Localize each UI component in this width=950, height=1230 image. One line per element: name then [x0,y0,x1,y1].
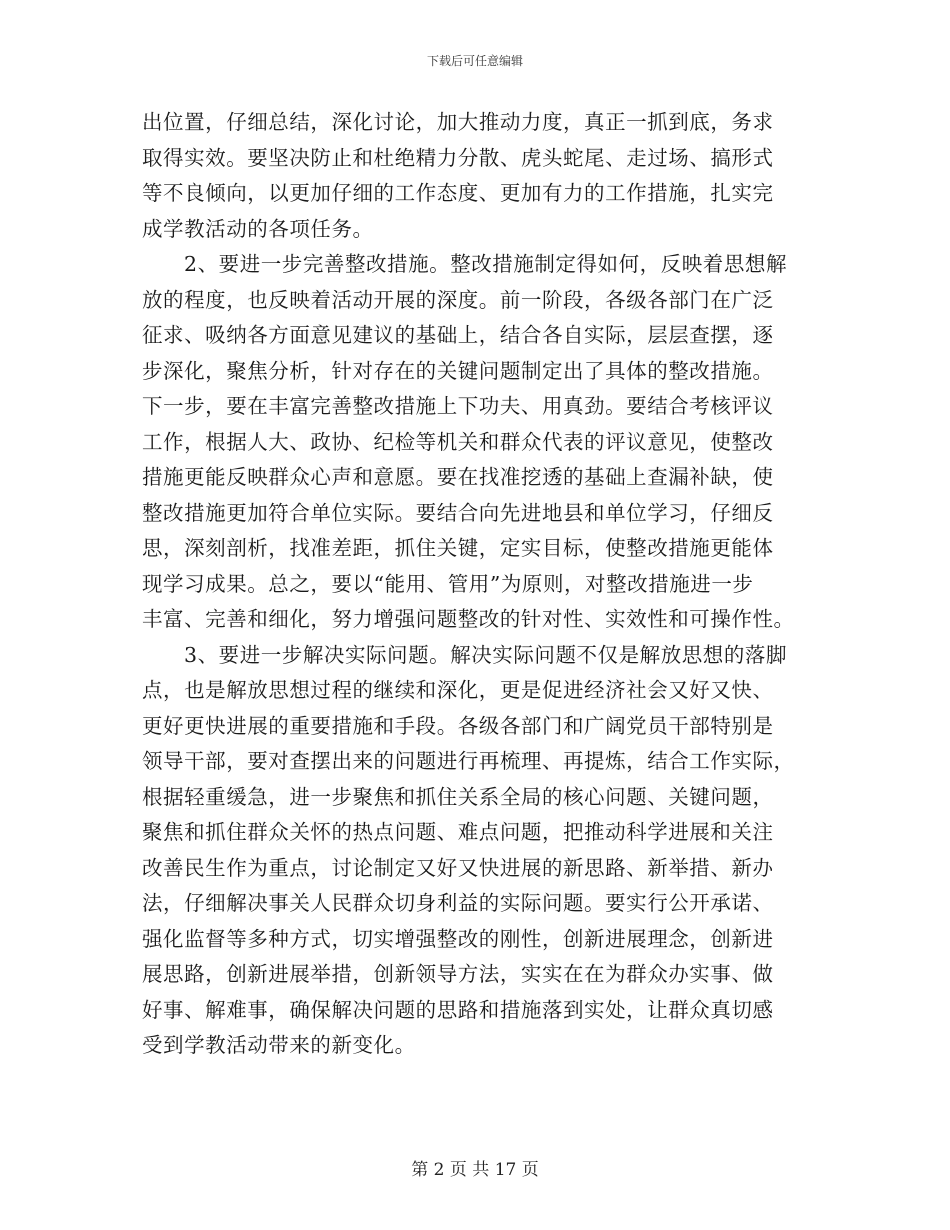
text-line: 下一步，要在丰富完善整改措施上下功夫、用真劲。要结合考核评议 [142,394,774,418]
text-line: 征求、吸纳各方面意见建议的基础上，结合各自实际，层层查摆，逐 [142,323,774,347]
text-line: 思，深刻剖析，找准差距，抓住关键，定实目标，使整改措施更能体 [142,536,774,560]
text-line: 聚焦和抓住群众关怀的热点问题、难点问题，把推动科学进展和关注 [142,820,774,844]
text-line: 成学教活动的各项任务。 [142,216,374,241]
text-line: 等不良倾向，以更加仔细的工作态度、更加有力的工作措施，扎实完 [142,181,774,205]
text-line: 工作，根据人大、政协、纪检等机关和群众代表的评议意见，使整改 [142,429,774,454]
text-line: 步深化，聚焦分析，针对存在的关键问题制定出了具体的整改措施。 [142,358,774,383]
paragraph-start-line: 2、要进一步完善整改措施。整改措施制定得如何，反映着思想解 [184,252,787,276]
text-line: 法，仔细解决事关人民群众切身利益的实际问题。要实行公开承诺、 [142,891,774,915]
header-note: 下载后可任意编辑 [426,54,523,68]
text-line: 措施更能反映群众心声和意愿。要在找准挖透的基础上查漏补缺，使 [142,465,774,489]
document-body [142,105,814,1064]
text-line: 放的程度，也反映着活动开展的深度。前一阶段，各级各部门在广泛 [142,287,774,312]
text-line: 更好更快进展的重要措施和手段。各级各部门和广阔党员干部特别是 [142,713,774,738]
paragraph-start-line: 3、要进一步解决实际问题。解决实际问题不仅是解放思想的落脚 [184,642,787,667]
page-number: 第 2 页 共 17 页 [411,1160,539,1180]
text-line: 出位置，仔细总结，深化讨论，加大推动力度，真正一抓到底，务求 [142,110,774,134]
text-line: 丰富、完善和细化，努力增强问题整改的针对性、实效性和可操作性。 [142,607,795,631]
text-line: 根据轻重缓急，进一步聚焦和抓住关系全局的核心问题、关键问题， [142,784,774,809]
text-line: 展思路，创新进展举措，创新领导方法，实实在在为群众办实事、做 [142,962,774,986]
text-line: 领导干部，要对查摆出来的问题进行再梳理、再提炼，结合工作实际， [142,749,795,773]
text-line: 点，也是解放思想过程的继续和深化，更是促进经济社会又好又快、 [142,678,774,702]
text-line: 整改措施更加符合单位实际。要结合向先进地县和单位学习，仔细反 [142,500,774,525]
text-line: 好事、解难事，确保解决问题的思路和措施落到实处，让群众真切感 [142,997,774,1022]
text-line: 现学习成果。总之，要以“能用、管用”为原则，对整改措施进一步 [142,571,754,596]
text-line: 受到学教活动带来的新变化。 [142,1033,416,1057]
text-line: 强化监督等多种方式，切实增强整改的刚性，创新进展理念，创新进 [142,926,774,951]
text-line: 改善民生作为重点，讨论制定又好又快进展的新思路、新举措、新办 [142,855,774,880]
text-line: 取得实效。要坚决防止和杜绝精力分散、虎头蛇尾、走过场、搞形式 [142,145,774,170]
